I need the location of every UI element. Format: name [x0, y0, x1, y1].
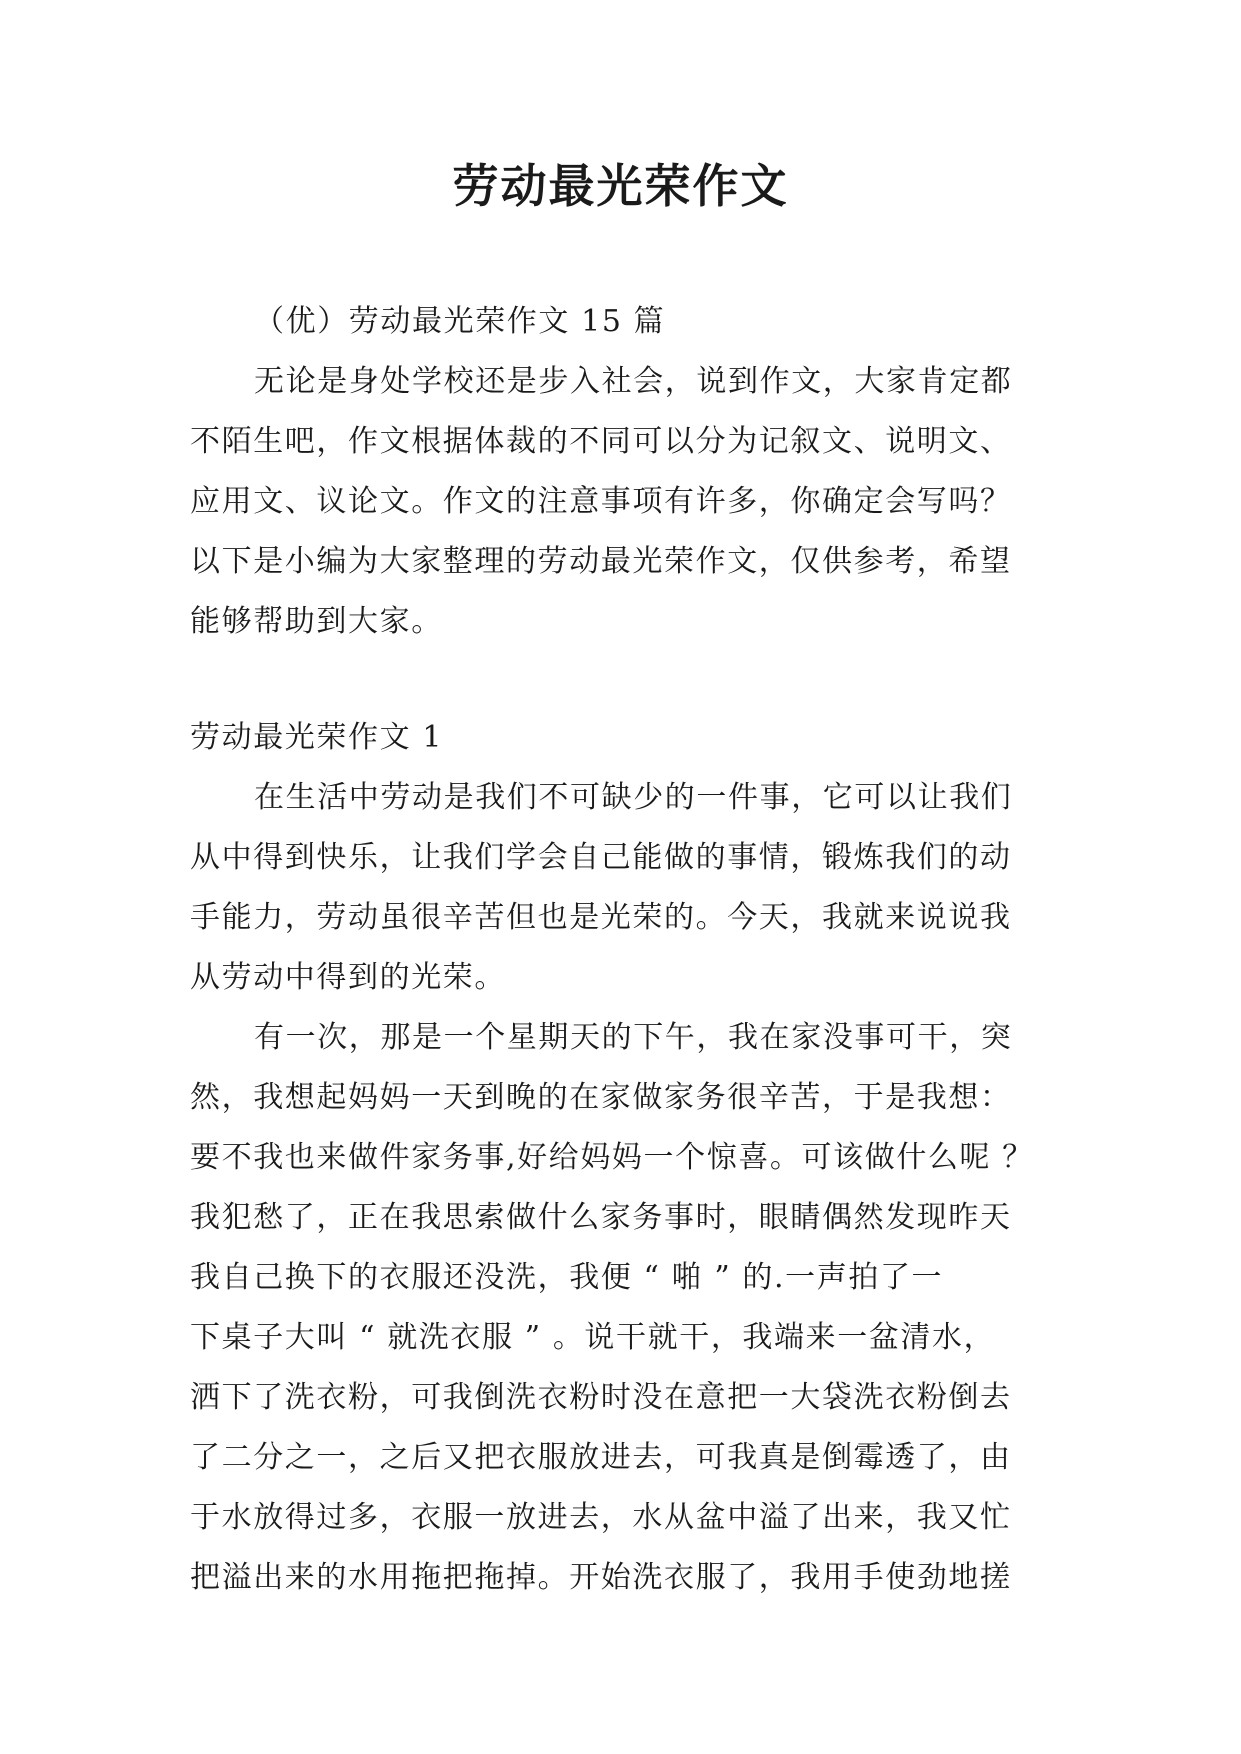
paragraph-line: 把溢出来的水用拖把拖掉。开始洗衣服了，我用手使劲地搓	[190, 1560, 1012, 1595]
paragraph-line: 无论是身处学校还是步入社会，说到作文，大家肯定都	[254, 364, 1013, 399]
document-body	[190, 292, 1060, 1608]
paragraph-line: 洒下了洗衣粉，可我倒洗衣粉时没在意把一大袋洗衣粉倒去	[190, 1380, 1012, 1415]
subtitle: （优）劳动最光荣作文 15 篇	[254, 304, 666, 339]
paragraph-line: 能够帮助到大家。	[190, 604, 443, 639]
paragraph-line: 然，我想起妈妈一天到晚的在家做家务很辛苦，于是我想：	[190, 1080, 1012, 1115]
paragraph-line: 下桌子大叫 “ 就洗衣服 ” 。说干就干，我端来一盆清水，	[190, 1320, 996, 1355]
section-heading: 劳动最光荣作文 1	[190, 720, 444, 755]
paragraph-line: 在生活中劳动是我们不可缺少的一件事，它可以让我们	[254, 780, 1013, 815]
paragraph-line: 从劳动中得到的光荣。	[190, 960, 506, 995]
paragraph-line: 不陌生吧，作文根据体裁的不同可以分为记叙文、说明文、	[190, 424, 1012, 459]
paragraph-line: 有一次，那是一个星期天的下午，我在家没事可干，突	[254, 1020, 1013, 1055]
paragraph-line: 从中得到快乐，让我们学会自己能做的事情，锻炼我们的动	[190, 840, 1012, 875]
paragraph-line: 以下是小编为大家整理的劳动最光荣作文，仅供参考，希望	[190, 544, 1012, 579]
paragraph-line: 要不我也来做件家务事,好给妈妈一个惊喜。可该做什么呢 ？	[190, 1140, 1034, 1175]
paragraph-line: 我自己换下的衣服还没洗，我便 “ 啪 ” 的.一声拍了一	[190, 1260, 944, 1295]
paragraph-line: 我犯愁了，正在我思索做什么家务事时，眼睛偶然发现昨天	[190, 1200, 1012, 1235]
paragraph-line: 于水放得过多，衣服一放进去，水从盆中溢了出来，我又忙	[190, 1500, 1012, 1535]
section-spacer	[190, 652, 1060, 708]
paragraph-line: 手能力，劳动虽很辛苦但也是光荣的。今天，我就来说说我	[190, 900, 1012, 935]
paragraph-1	[190, 768, 1060, 1008]
paragraph-line: 了二分之一，之后又把衣服放进去，可我真是倒霉透了，由	[190, 1440, 1012, 1475]
document-title: 劳动最光荣作文	[452, 159, 789, 213]
paragraph-line: 应用文、议论文。作文的注意事项有许多，你确定会写吗？	[190, 484, 1012, 519]
intro-paragraph	[190, 352, 1060, 652]
paragraph-2	[190, 1008, 1060, 1608]
